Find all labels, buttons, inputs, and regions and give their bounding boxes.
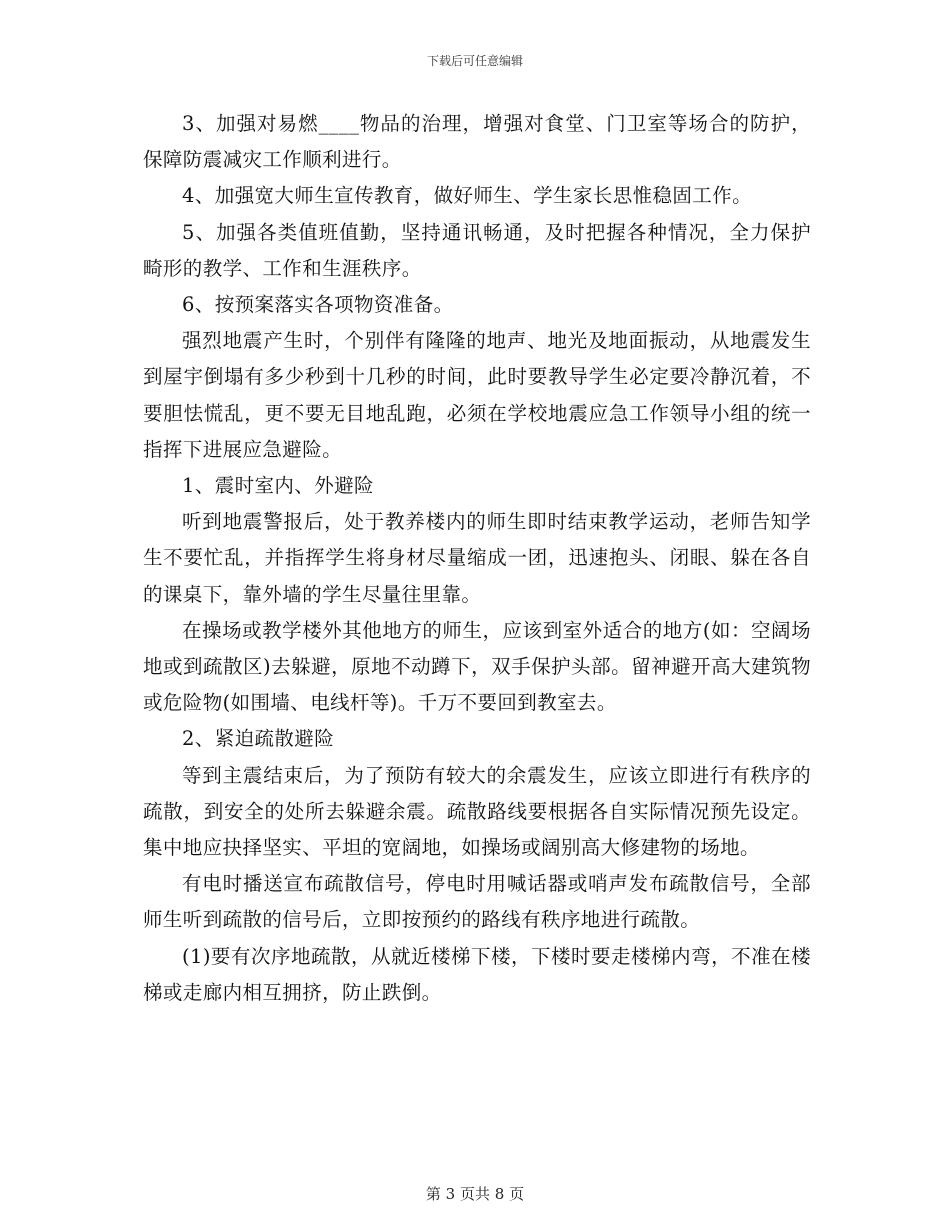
paragraph: 等到主震结束后，为了预防有较大的余震发生，应该立即进行有秩序的疏散，到安全的处所去躲避余震。疏散路线要根据各自实际情况预先设定。集中地应抉择坚实、平坦的宽阔地，如操场或阔别高大修建物的场地。 xyxy=(143,763,811,860)
document-body xyxy=(143,106,811,1011)
paragraph: 4、加强宽大师生宣传教育，做好师生、学生家长思惟稳固工作。 xyxy=(182,184,753,208)
paragraph: 有电时播送宣布疏散信号，停电时用喊话器或哨声发布疏散信号，全部师生听到疏散的信号后，立即按预约的路线有秩序地进行疏散。 xyxy=(143,872,811,932)
paragraph: 3、加强对易燃____物品的治理，增强对食堂、门卫室等场合的防护，保障防震减灾工作顺利进行。 xyxy=(143,112,811,172)
paragraph: 听到地震警报后，处于教养楼内的师生即时结束教学运动，老师告知学生不要忙乱，并指挥学生将身材尽量缩成一团，迅速抱头、闭眼、躲在各自的课桌下，靠外墙的学生尽量往里靠。 xyxy=(143,510,811,606)
page-footer: 第 3 页共 8 页 xyxy=(425,1185,525,1203)
page-header: 下载后可任意编辑 xyxy=(426,54,523,68)
paragraph: 在操场或教学楼外其他地方的师生，应该到室外适合的地方(如：空阔场地或到疏散区)去躲避，原地不动蹲下，双手保护头部。留神避开高大建筑物或危险物(如围墙、电线杆等)。千万不要回到教室去。 xyxy=(143,618,811,715)
paragraph: 6、按预案落实各项物资准备。 xyxy=(182,293,454,317)
paragraph: 强烈地震产生时，个别伴有隆隆的地声、地光及地面振动，从地震发生到屋宇倒塌有多少秒到十几秒的时间，此时要教导学生必定要冷静沉着，不要胆怯慌乱，更不要无目地乱跑，必须在学校地震应急工作领导小组的统一指挥下进展应急避险。 xyxy=(143,329,811,461)
paragraph: 5、加强各类值班值勤，坚持通讯畅通，及时把握各种情况，全力保护畸形的教学、工作和生涯秩序。 xyxy=(143,220,811,280)
section-heading: 2、紧迫疏散避险 xyxy=(182,727,335,751)
section-heading: 1、震时室内、外避险 xyxy=(182,474,374,498)
paragraph: (1)要有次序地疏散，从就近楼梯下楼，下楼时要走楼梯内弯，不准在楼梯或走廊内相互拥挤，防止跌倒。 xyxy=(143,944,811,1004)
